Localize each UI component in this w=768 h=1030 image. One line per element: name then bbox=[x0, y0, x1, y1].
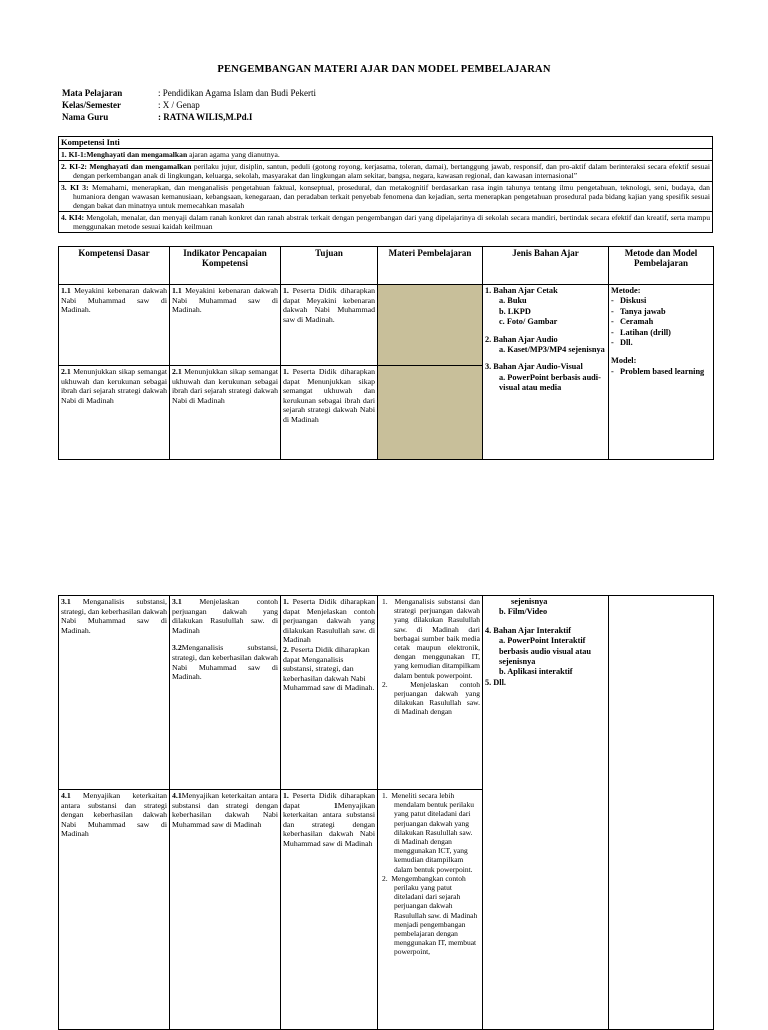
bahan-item: 2. Bahan Ajar Audio bbox=[485, 334, 558, 344]
ipk-cell bbox=[170, 790, 281, 1030]
ki-num: 3. bbox=[61, 183, 67, 192]
materi-cell bbox=[378, 285, 483, 366]
kd-text: Menyajikan keterkaitan antara substansi dan strategi dengan keberhasilan dakwah Nabi Muhammad saw di Madinah bbox=[61, 791, 167, 839]
ipk-num: 3.1 bbox=[172, 597, 182, 606]
meta-key: Kelas/Semester bbox=[62, 100, 121, 110]
ki-num: 4. bbox=[61, 213, 67, 222]
meta-value: : RATNA WILIS,M.Pd.I bbox=[158, 112, 253, 122]
tujuan-cell bbox=[281, 285, 378, 366]
ipk-item bbox=[172, 597, 278, 635]
bahan-item: 4. Bahan Ajar Interaktif bbox=[485, 625, 572, 635]
metode-item: - Latihan (drill) bbox=[611, 327, 671, 337]
ipk-text: Menjelaskan contoh perjuangan dakwah yang dilakukan Rasulullah saw. di Madinah bbox=[172, 597, 278, 635]
ipk-cell bbox=[170, 596, 281, 790]
col-header-bahan: Jenis Bahan Ajar bbox=[483, 247, 609, 285]
tujuan-num: 2. bbox=[283, 644, 289, 654]
tujuan-num: 1 bbox=[333, 800, 338, 810]
kompetensi-inti-table bbox=[58, 136, 713, 233]
tujuan-num: 1. bbox=[283, 791, 289, 800]
materi-cell bbox=[378, 366, 483, 460]
bahan-sub: c. Foto/ Gambar bbox=[499, 317, 558, 327]
ki-text: Mengolah, menalar, dan menyaji dalam ranah konkret dan ranah abstrak terkait dengan pengembangan dari yang dipelajarinya di sekolah secara mandiri, bertindak secara efektif dan kreatif, serta mampu menggunakan metode sesuai kaidah keilmuan bbox=[73, 213, 710, 231]
tujuan-num: 1. bbox=[283, 286, 289, 295]
bahan-sub: b. Film/Video bbox=[499, 607, 548, 617]
metode-item: - Diskusi bbox=[611, 296, 647, 306]
bahan-sub: a. PowerPoint berbasis audi-visual atau media bbox=[499, 372, 601, 393]
tujuan-item bbox=[283, 645, 375, 693]
materi-text: Menganalisis substansi dan strategi perjuangan dakwah yang dilakukan Rasulullah saw. di Madinah dari berbagai sumber baik media cetak maupun elektronik, dengan menggunakan IT, yang kemudian ditampilkam dalam bentuk powerpoint. bbox=[394, 597, 481, 680]
kd-text: Menganalisis substansi, strategi, dan keberhasilan dakwah Nabi Muhammad saw di Madinah. bbox=[61, 597, 167, 635]
ki-item-4 bbox=[59, 212, 713, 233]
ipk-text: Menganalisis substansi, strategi, dan keberhasilan dakwah Nabi Muhammad saw di Madinah. bbox=[172, 643, 278, 682]
model-head: Model: bbox=[611, 356, 637, 366]
materi-text: Mengembangkan contoh perilaku yang patut diteladani dari sejarah perjuangan dakwah Rasulullah saw. di Madinah menjadi pengembangan pembelajaran dengan menggunakan IT, membuat powerpoint, bbox=[391, 873, 478, 957]
materi-cell bbox=[378, 596, 483, 790]
ipk-cell bbox=[170, 285, 281, 366]
kd-cell bbox=[59, 790, 170, 1030]
model-item: - Problem based learning bbox=[611, 366, 705, 376]
ipk-num: 3.2 bbox=[172, 643, 182, 653]
bahan-item: 3. Bahan Ajar Audio-Visual bbox=[485, 362, 583, 372]
ipk-item bbox=[172, 643, 278, 681]
ipk-cell bbox=[170, 366, 281, 460]
col-header-ipk: Indikator Pencapaian Kompetensi bbox=[170, 247, 281, 285]
model-label: Problem based learning bbox=[620, 366, 705, 376]
ki-item-1 bbox=[59, 149, 713, 161]
col-header-kd: Kompetensi Dasar bbox=[59, 247, 170, 285]
bahan-sub: sejenisnya bbox=[511, 597, 548, 606]
col-header-tujuan: Tujuan bbox=[281, 247, 378, 285]
metode-head: Metode: bbox=[611, 286, 641, 295]
kd-num: 1.1 bbox=[61, 286, 71, 295]
kd-text: Meyakini kebenaran dakwah Nabi Muhammad saw di Madinah. bbox=[61, 286, 167, 315]
ki-item-2 bbox=[59, 161, 713, 182]
ipk-num: 2.1 bbox=[172, 367, 182, 376]
ki-item-3 bbox=[59, 182, 713, 212]
metode-label: Latihan (drill) bbox=[620, 327, 671, 337]
ki-text: perilaku jujur, disiplin, santun, peduli (gotong royong, kerjasama, toleran, damai), bertanggung jawab, responsif, dan pro-aktif dalam berinteraksi secara efektif sesuai dengan perkembangan anak di lingkungan, keluarga, sekolah, masyarakat dan lingkungan alam sekitar, bangsa, negara, kawasan regional, dan kawasan internasional” bbox=[73, 162, 710, 180]
tujuan-cell bbox=[281, 366, 378, 460]
ipk-num: 1.1 bbox=[172, 286, 182, 295]
ki-text: Memahami, menerapkan, dan menganalisis pengetahuan faktual, konseptual, prosedural, dan metakognitif berdasarkan rasa ingin tahunya tentang ilmu pengetahuan, teknologi, seni, budaya, dan humaniora dengan wawasan kemanusiaan, kebangsaan, kenegaraan, dan peradaban terkait penyebab fenomena dan kejadian, serta menerapkan pengetahuan prosedural pada bidang kajian yang spesifik sesuai dengan bakat dan minatnya untuk memecahkan masalah bbox=[73, 183, 710, 210]
kd-cell bbox=[59, 596, 170, 790]
ki-label: KI-1:Menghayati dan mengamalkan bbox=[68, 150, 188, 159]
materi-cell bbox=[378, 790, 483, 1030]
bahan-sub: a. Kaset/MP3/MP4 sejenisnya bbox=[499, 345, 605, 355]
bahan-sub: a. PowerPoint Interaktif berbasis audio visual atau sejenisnya bbox=[499, 636, 591, 667]
bahan-sub: a. Buku bbox=[499, 296, 527, 306]
metode-cell bbox=[609, 596, 714, 1030]
metode-item: - Ceramah bbox=[611, 317, 654, 327]
bahan-ajar-cell bbox=[483, 596, 609, 1030]
materi-item: 2. Mengembangkan contoh perilaku yang patut diteladani dari sejarah perjuangan dakwah Rasulullah saw. di Madinah menjadi pengembangan pembelajaran dengan menggunakan IT, membuat powerpoint, bbox=[382, 873, 478, 957]
kd-cell bbox=[59, 285, 170, 366]
tujuan-num: 1. bbox=[283, 597, 289, 606]
bahan-ajar-cell bbox=[483, 285, 609, 460]
tujuan-text: Peserta Didik diharapkan dapat Menunjukkan sikap semangat ukhuwah dan kerukunan sebagai ibrah dari sejarah strategi dakwah Nabi di Madinah bbox=[283, 367, 375, 424]
metode-label: Tanya jawab bbox=[620, 306, 666, 316]
ki-label: KI 3: bbox=[70, 183, 89, 192]
tujuan-text: Menyajikan keterkaitan antara substansi dan strategi dengan keberhasilan dakwah Nabi Muhammad saw di Madinah bbox=[283, 800, 375, 848]
meta-class bbox=[62, 100, 200, 110]
materi-text: Meneliti secara lebih mendalam bentuk perilaku yang patut diteladani dari perjuangan dakwah yang dilakukan Rasulullah saw. di Madinah dengan menggunakan ICT, yang kemudian ditampilkam dalam bentuk powerpoint. bbox=[391, 791, 474, 874]
ipk-text: Menyajikan keterkaitan antara substansi dan strategi dengan keberhasilan dakwah Nabi Muhammad saw di Madinah bbox=[172, 791, 278, 829]
ki-label: KI4: bbox=[68, 213, 85, 222]
metode-label: Ceramah bbox=[620, 317, 654, 327]
kd-text: Menunjukkan sikap semangat ukhuwah dan kerukunan sebagai ibrah dari sejarah strategi dakwah Nabi di Madinah bbox=[61, 367, 167, 405]
materi-item: 2. Menjelaskan contoh perjuangan dakwah yang dilakukan Rasulullah saw. di Madinah dengan bbox=[382, 679, 481, 717]
meta-value: : X / Genap bbox=[158, 100, 200, 110]
metode-cell bbox=[609, 285, 714, 460]
tujuan-text: Peserta Didik diharapkan dapat bbox=[283, 791, 375, 810]
materi-item: 1. Menganalisis substansi dan strategi perjuangan dakwah yang dilakukan Rasulullah saw. di Madinah dari berbagai sumber baik media cetak maupun elektronik, dengan menggunakan IT, yang kemudian ditampilkam dalam bentuk powerpoint. bbox=[382, 597, 481, 680]
tujuan-text: Peserta Didik diharapkan dapat Menganalisis substansi, strategi, dan keberhasilan dakwah Nabi Muhammad saw di Madinah. bbox=[283, 644, 375, 693]
bahan-sub: b. LKPD bbox=[499, 306, 531, 316]
bahan-item: 1. Bahan Ajar Cetak bbox=[485, 286, 558, 295]
ki-num: 1. bbox=[61, 150, 67, 159]
kd-num: 3.1 bbox=[61, 597, 71, 606]
meta-value: : Pendidikan Agama Islam dan Budi Pekerti bbox=[158, 88, 316, 98]
tujuan-item bbox=[283, 597, 375, 645]
ipk-text: Meyakini kebenaran dakwah Nabi Muhammad saw di Madinah. bbox=[172, 286, 278, 315]
col-header-metode: Metode dan Model Pembelajaran bbox=[609, 247, 714, 285]
tujuan-text: Peserta Didik diharapkan dapat Menjelaskan contoh perjuangan dakwah yang dilakukan Rasulullah saw. di Madinah bbox=[283, 597, 375, 645]
metode-item: - Dll. bbox=[611, 338, 633, 348]
ki-label: KI-2: Menghayati dan mengamalkan bbox=[69, 162, 192, 171]
col-header-materi: Materi Pembelajaran bbox=[378, 247, 483, 285]
tujuan-text: Peserta Didik diharapkan dapat Meyakini kebenaran dakwah Nabi Muhammad saw di Madinah. bbox=[283, 286, 375, 324]
meta-subject bbox=[62, 88, 316, 98]
kd-num: 2.1 bbox=[61, 367, 71, 376]
materi-text: Menjelaskan contoh perjuangan dakwah yang dilakukan Rasulullah saw. di Madinah dengan bbox=[394, 679, 481, 717]
main-table-1 bbox=[58, 246, 714, 460]
metode-label: Diskusi bbox=[620, 296, 647, 306]
ki-text: ajaran agama yang dianutnya. bbox=[187, 150, 280, 159]
metode-label: Dll. bbox=[620, 338, 633, 348]
bahan-sub: b. Aplikasi interaktif bbox=[499, 667, 573, 677]
kd-cell bbox=[59, 366, 170, 460]
tujuan-cell bbox=[281, 596, 378, 790]
bahan-item: 5. Dll. bbox=[485, 677, 506, 687]
tujuan-num: 1. bbox=[283, 367, 289, 376]
ipk-text: Menunjukkan sikap semangat ukhuwah dan kerukunan sebagai ibrah dari sejarah strategi dakwah Nabi di Madinah bbox=[172, 367, 278, 405]
ipk-num: 4.1 bbox=[172, 791, 182, 800]
tujuan-cell bbox=[281, 790, 378, 1030]
materi-item: 1. Meneliti secara lebih mendalam bentuk perilaku yang patut diteladani dari perjuangan dakwah yang dilakukan Rasulullah saw. di Madinah dengan menggunakan ICT, yang kemudian ditampilkam dalam bentuk powerpoint. bbox=[382, 791, 474, 874]
meta-teacher bbox=[62, 112, 252, 122]
page-title: PENGEMBANGAN MATERI AJAR DAN MODEL PEMBELAJARAN bbox=[217, 64, 551, 75]
main-table-2 bbox=[58, 595, 714, 1030]
metode-item: - Tanya jawab bbox=[611, 306, 666, 316]
ki-heading: Kompetensi Inti bbox=[59, 137, 713, 149]
kd-num: 4.1 bbox=[61, 791, 71, 800]
ki-num: 2. bbox=[61, 162, 67, 171]
meta-key: Nama Guru bbox=[62, 112, 109, 122]
meta-key: Mata Pelajaran bbox=[62, 88, 123, 98]
